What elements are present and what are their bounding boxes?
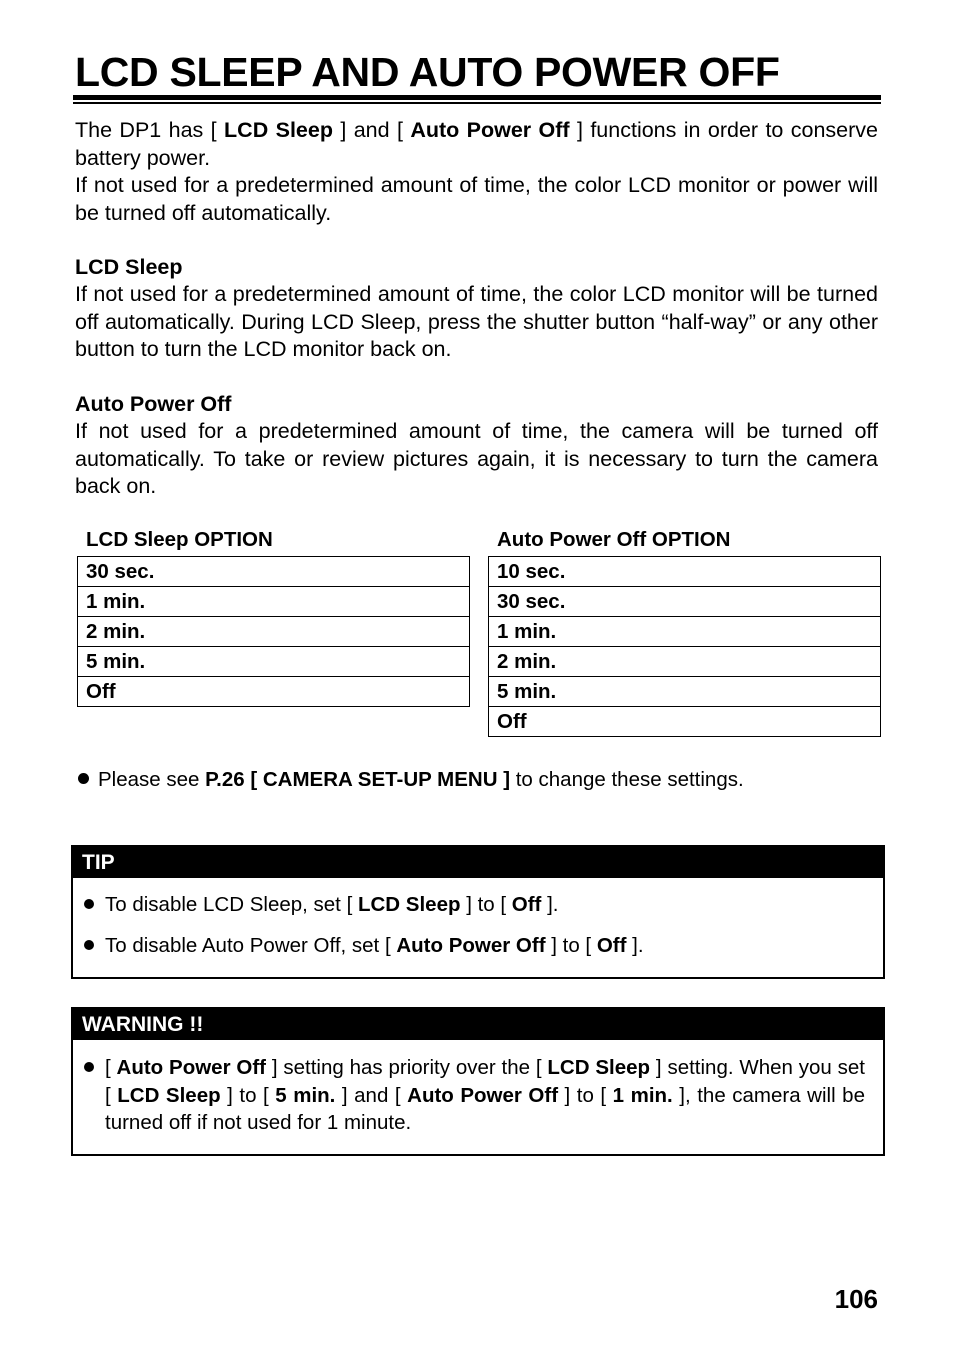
tip-text: ]. xyxy=(541,893,559,916)
intro-auto-power-off: Auto Power Off xyxy=(410,118,570,142)
table-row xyxy=(78,677,470,707)
lcd-sleep-heading: LCD Sleep xyxy=(75,255,183,279)
note-text: Please see xyxy=(98,768,206,791)
tip-bold: Off xyxy=(596,933,627,957)
warning-text: ] setting has priority over the [ xyxy=(266,1056,548,1079)
warning-text: ] to [ xyxy=(558,1083,613,1107)
table-row xyxy=(78,557,470,587)
warning-bold: LCD Sleep xyxy=(547,1056,651,1079)
note-text: to change these settings. xyxy=(510,768,744,791)
option-cell: 5 min. xyxy=(78,647,470,677)
option-cell: 1 min. xyxy=(78,587,470,617)
option-cell: 2 min. xyxy=(78,617,470,647)
tip-text: ] to [ xyxy=(545,933,597,957)
warning-bold: 5 min. xyxy=(275,1083,336,1107)
table-row xyxy=(78,647,470,677)
auto-power-off-options-label: Auto Power Off OPTION xyxy=(497,528,731,551)
lcd-sleep-text: If not used for a predetermined amount of time, the color LCD monitor will be turned off automatically. During LCD Sleep, press the shutter button “half-way” or any other button to turn the LCD monitor back on. xyxy=(75,282,878,361)
intro-text: ] and [ xyxy=(332,118,411,142)
tip-text: ]. xyxy=(626,933,644,957)
option-cell: 10 sec. xyxy=(489,557,881,587)
warning-text: [ xyxy=(105,1056,117,1079)
tip-bold: LCD Sleep xyxy=(357,893,461,916)
option-cell: Off xyxy=(78,677,470,707)
table-row xyxy=(489,587,881,617)
warning-bold: Auto Power Off xyxy=(116,1056,266,1079)
option-cell: 2 min. xyxy=(489,647,881,677)
intro-text: ] functions in order to conserve battery power. xyxy=(75,118,878,170)
tip-bold: Auto Power Off xyxy=(396,933,546,957)
table-row xyxy=(489,677,881,707)
auto-power-off-text: If not used for a predetermined amount of time, the camera will be turned off automatically. To take or review pictures again, it is necessary to turn the camera back on. xyxy=(75,419,878,498)
tip-item xyxy=(73,891,883,919)
option-cell: 30 sec. xyxy=(489,587,881,617)
page-title: LCD SLEEP AND AUTO POWER OFF xyxy=(75,49,780,95)
warning-item xyxy=(73,1054,883,1137)
intro-paragraph xyxy=(75,117,878,227)
tip-text: To disable LCD Sleep, set [ xyxy=(105,893,358,916)
bullet-icon xyxy=(84,940,94,950)
table-row xyxy=(489,647,881,677)
title-rule-thin xyxy=(73,102,881,104)
intro-line-2: If not used for a predetermined amount of time, the color LCD monitor or power will be turned off automatically. xyxy=(75,173,878,225)
tip-text: ] to [ xyxy=(460,893,512,916)
bullet-icon xyxy=(84,1062,94,1072)
warning-text: ] and [ xyxy=(335,1083,408,1107)
tip-box xyxy=(71,845,885,979)
warning-bold: LCD Sleep xyxy=(117,1083,221,1107)
warning-bold: 1 min. xyxy=(612,1083,673,1107)
warning-text: ], the camera will be turned off if not used for 1 minute. xyxy=(105,1083,865,1134)
lcd-sleep-options-label: LCD Sleep OPTION xyxy=(86,528,273,551)
bullet-icon xyxy=(84,899,94,909)
warning-text: ] to [ xyxy=(220,1083,276,1107)
option-cell: 5 min. xyxy=(489,677,881,707)
option-cell: Off xyxy=(489,707,881,737)
intro-lcd-sleep: LCD Sleep xyxy=(224,118,333,142)
auto-power-off-options-table xyxy=(488,556,881,737)
tip-bold: Off xyxy=(511,893,542,916)
bullet-icon xyxy=(78,773,89,784)
option-cell: 30 sec. xyxy=(78,557,470,587)
table-row xyxy=(78,617,470,647)
table-row xyxy=(489,617,881,647)
lcd-sleep-options-table xyxy=(77,556,470,707)
intro-text: The DP1 has [ xyxy=(75,118,225,142)
tip-item xyxy=(73,932,883,960)
title-rule-thick xyxy=(73,95,881,100)
warning-bold: Auto Power Off xyxy=(407,1083,559,1107)
auto-power-off-heading: Auto Power Off xyxy=(75,392,232,416)
page-number: 106 xyxy=(834,1284,878,1314)
tip-text: To disable Auto Power Off, set [ xyxy=(105,933,397,957)
warning-text: ] setting. When you set [ xyxy=(105,1056,865,1107)
settings-note xyxy=(78,766,744,794)
warning-header: WARNING !! xyxy=(73,1009,883,1040)
table-row xyxy=(78,587,470,617)
note-page-reference: P.26 [ CAMERA SET-UP MENU ] xyxy=(205,768,511,791)
warning-box xyxy=(71,1007,885,1156)
table-row xyxy=(489,557,881,587)
table-row xyxy=(489,707,881,737)
tip-header: TIP xyxy=(73,847,883,878)
option-cell: 1 min. xyxy=(489,617,881,647)
